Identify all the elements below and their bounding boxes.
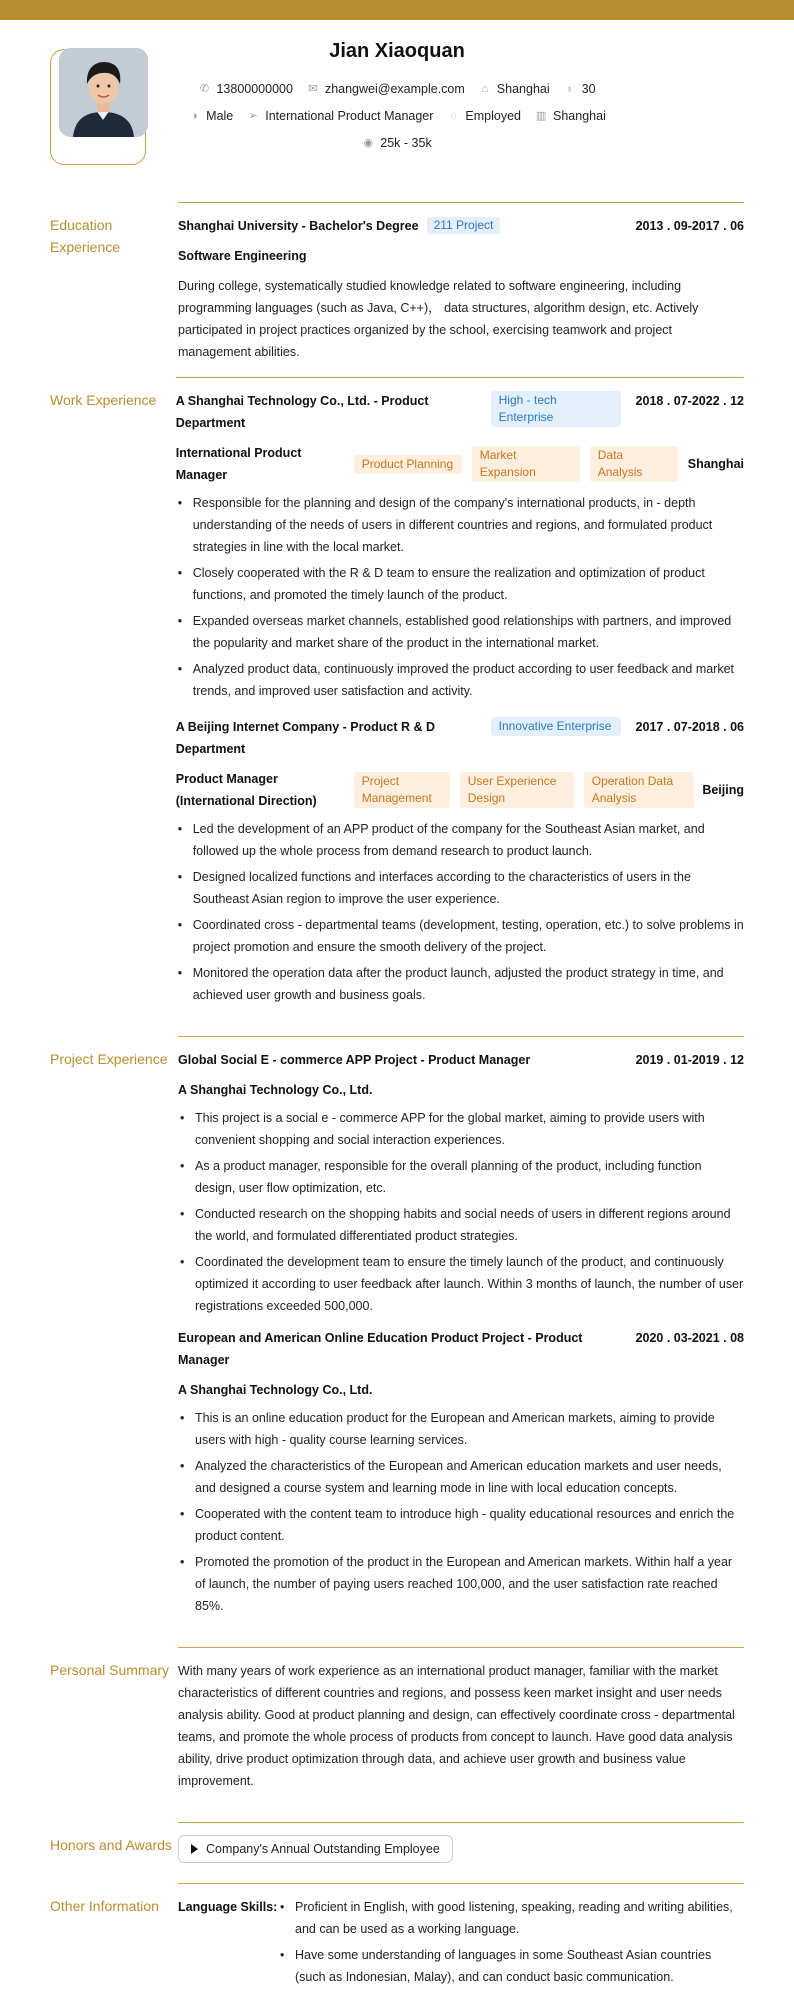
location-icon: ⌂ bbox=[481, 83, 489, 95]
salary-info bbox=[362, 136, 431, 150]
mail-icon: ✉ bbox=[308, 83, 318, 95]
location-info bbox=[479, 82, 550, 96]
language-skills bbox=[178, 1896, 744, 1992]
project-name: European and American Online Education Product Project - Product Manager bbox=[178, 1331, 583, 1367]
resume-header bbox=[0, 20, 794, 182]
project-name: Global Social E - commerce APP Project - Product Manager bbox=[178, 1053, 531, 1067]
education-date: 2013 . 09-2017 . 06 bbox=[635, 219, 744, 233]
summary-body bbox=[178, 1647, 744, 1822]
list-item: • Coordinated the development team to ensure the timely launch of the product, and continuously optimized it according to user feedback after launch. Within 3 months of launch, the number of user registrations exceeded 500,000. bbox=[178, 1251, 744, 1317]
work-body bbox=[176, 377, 744, 1026]
project-entry bbox=[178, 1049, 744, 1317]
work-bullets bbox=[176, 492, 744, 702]
job-title: International Product Manager bbox=[175, 446, 302, 482]
phone-icon: ✆ bbox=[199, 83, 210, 95]
language-bullets bbox=[278, 1896, 744, 1992]
project-head bbox=[178, 1049, 744, 1071]
summary-section bbox=[0, 1647, 794, 1822]
list-item: • Monitored the operation data after the product launch, adjusted the product strategy in time, and achieved user growth and business goals. bbox=[176, 962, 744, 1006]
section-title: Work Experience bbox=[50, 392, 157, 408]
section-title: Other Information bbox=[50, 1898, 159, 1914]
job-location: Shanghai bbox=[687, 457, 744, 471]
project-entry bbox=[178, 1327, 744, 1617]
award-label: Company's Annual Outstanding Employee bbox=[206, 1842, 440, 1856]
section-title: Personal Summary bbox=[50, 1662, 170, 1678]
list-item: • Promoted the promotion of the product in the European and American markets. Within half a year of launch, the number of paying users reached 100,000, and the user satisfaction rate reached 85%. bbox=[178, 1551, 744, 1617]
gender-value: Male bbox=[206, 109, 234, 123]
skill-tag: User Experience Design bbox=[460, 772, 574, 808]
work-date: 2018 . 07-2022 . 12 bbox=[635, 394, 744, 408]
list-item: • This is an online education product for the European and American markets, aiming to provide users with high - quality course learning services. bbox=[178, 1407, 744, 1451]
skill-tag: Operation Data Analysis bbox=[584, 772, 694, 808]
coin-icon: ◉ bbox=[363, 137, 374, 149]
summary-text: With many years of work experience as an international product manager, familiar with the market characteristics of different countries and regions, and possess keen market insight and user needs analysis ability. Good at product planning and design, can effectively coordinate cross - departmental teams, and promote the whole process of products from concept to launch. Have good data analysis ability, drive product optimization through data, and achieve user growth and business value improvement. bbox=[178, 1664, 735, 1788]
language-label: Language Skills: bbox=[178, 1900, 278, 1914]
work-head bbox=[176, 716, 744, 760]
work-entry bbox=[176, 390, 744, 702]
list-item: • Proficient in English, with good listening, speaking, reading and writing abilities, and can be used as a working language. bbox=[278, 1896, 744, 1940]
status-value: Employed bbox=[465, 109, 522, 123]
building-icon: ▥ bbox=[535, 110, 547, 122]
list-item: • This project is a social e - commerce APP for the global market, aiming to provide users with convenient shopping and social interaction experiences. bbox=[178, 1107, 744, 1151]
school-name: Shanghai University - Bachelor's Degree bbox=[178, 219, 419, 233]
company-name: A Beijing Internet Company - Product R & D Department bbox=[175, 720, 436, 756]
company-tag: High - tech Enterprise bbox=[491, 391, 621, 427]
salary-value: 25k - 35k bbox=[380, 136, 432, 150]
list-item: • Analyzed the characteristics of the European and American education markets and user needs, and designed a course system and learning mode in line with local education concepts. bbox=[178, 1455, 744, 1499]
work-head bbox=[176, 390, 744, 434]
email-info bbox=[307, 82, 465, 96]
school-title bbox=[178, 215, 500, 237]
skill-tag: Market Expansion bbox=[472, 446, 580, 482]
project-date: 2020 . 03-2021 . 08 bbox=[635, 1331, 744, 1345]
target-city-value: Shanghai bbox=[553, 109, 606, 123]
education-body bbox=[178, 202, 744, 377]
project-date: 2019 . 01-2019 . 12 bbox=[635, 1053, 744, 1067]
profile-row bbox=[0, 109, 794, 123]
triangle-right-icon bbox=[191, 1844, 198, 1854]
list-item: • Cooperated with the content team to introduce high - quality educational resources and enrich the product content. bbox=[178, 1503, 744, 1547]
project-bullets bbox=[178, 1407, 744, 1617]
project-head bbox=[178, 1327, 744, 1371]
project-company: A Shanghai Technology Co., Ltd. bbox=[178, 1383, 373, 1397]
skill-tag: Product Planning bbox=[354, 455, 462, 474]
list-item: • Designed localized functions and interfaces according to the characteristics of users in the Southeast Asian region to improve the user experience. bbox=[176, 866, 744, 910]
section-title: Education Experience bbox=[50, 217, 121, 255]
education-section bbox=[0, 202, 794, 377]
project-body bbox=[178, 1036, 744, 1637]
phone-info bbox=[198, 82, 292, 96]
list-item: • Analyzed product data, continuously improved the product according to user feedback and market trends, and improved user satisfaction and activity. bbox=[176, 658, 744, 702]
list-item: • As a product manager, responsible for the overall planning of the product, including function design, user flow optimization, etc. bbox=[178, 1155, 744, 1199]
gender-icon: ◑ bbox=[190, 110, 198, 122]
location-value: Shanghai bbox=[496, 82, 550, 96]
send-icon: ➢ bbox=[248, 110, 258, 122]
list-item: • Coordinated cross - departmental teams (development, testing, operation, etc.) to solve problems in project promotion and ensure the smooth delivery of the project. bbox=[176, 914, 744, 958]
top-accent-bar bbox=[0, 0, 794, 20]
company-name: A Shanghai Technology Co., Ltd. - Product Department bbox=[175, 394, 429, 430]
status-icon: ◌ bbox=[450, 110, 457, 122]
other-body bbox=[178, 1883, 744, 2002]
phone-value: 13800000000 bbox=[216, 82, 293, 96]
job-row bbox=[176, 442, 744, 486]
skill-tag: Project Management bbox=[354, 772, 450, 808]
list-item: • Responsible for the planning and design of the company's international products, in - depth understanding of the needs of users in different countries and regions, and formulated product strategies in line with the local market. bbox=[176, 492, 744, 558]
other-section bbox=[0, 1883, 794, 2002]
honors-body bbox=[178, 1822, 744, 1883]
job-location: Beijing bbox=[702, 783, 744, 797]
honors-section bbox=[0, 1822, 794, 1883]
job-row bbox=[176, 768, 744, 812]
target-city-info bbox=[535, 109, 606, 123]
skill-tag: Data Analysis bbox=[590, 446, 678, 482]
list-item: • Conducted research on the shopping habits and social needs of users in different regions around the world, and formulated differentiated product strategies. bbox=[178, 1203, 744, 1247]
project-bullets bbox=[178, 1107, 744, 1317]
section-title: Project Experience bbox=[50, 1051, 168, 1067]
list-item: • Expanded overseas market channels, established good relationships with partners, and improved the popularity and market share of the product in the international market. bbox=[176, 610, 744, 654]
work-entry bbox=[176, 716, 744, 1006]
work-bullets bbox=[176, 818, 744, 1006]
salary-row bbox=[0, 136, 794, 150]
job-title: Product Manager (International Direction) bbox=[175, 772, 317, 808]
award-item[interactable] bbox=[178, 1835, 453, 1863]
project-section bbox=[0, 1036, 794, 1637]
major: Software Engineering bbox=[178, 249, 307, 263]
age-icon: ♁ bbox=[565, 83, 574, 95]
age-value: 30 bbox=[581, 82, 596, 96]
gender-info bbox=[188, 109, 233, 123]
candidate-name: Jian Xiaoquan bbox=[329, 40, 465, 62]
education-description: During college, systematically studied knowledge related to software engineering, including programming languages (such as Java, C++)， data structures, algorithm design, etc. Actively participated in project practices organized by the school, exercising teamwork and project management abilities. bbox=[178, 279, 699, 359]
project-company: A Shanghai Technology Co., Ltd. bbox=[178, 1083, 373, 1097]
contact-row bbox=[0, 82, 794, 96]
work-section bbox=[0, 377, 794, 1026]
section-title: Honors and Awards bbox=[50, 1837, 172, 1853]
position-value: International Product Manager bbox=[265, 109, 434, 123]
position-info bbox=[247, 109, 433, 123]
status-info bbox=[447, 109, 521, 123]
education-head bbox=[178, 215, 744, 237]
list-item: • Led the development of an APP product of the company for the Southeast Asian market, and followed up the whole process from demand research to product launch. bbox=[176, 818, 744, 862]
school-tag: 211 Project bbox=[427, 217, 501, 234]
age-info bbox=[564, 82, 596, 96]
email-value: zhangwei@example.com bbox=[324, 82, 465, 96]
work-date: 2017 . 07-2018 . 06 bbox=[635, 720, 744, 734]
list-item: • Have some understanding of languages in some Southeast Asian countries (such as Indonesian, Malay), and can conduct basic communication. bbox=[278, 1944, 744, 1988]
company-tag: Innovative Enterprise bbox=[491, 717, 621, 736]
list-item: • Closely cooperated with the R & D team to ensure the realization and optimization of product functions, and promoted the timely launch of the product. bbox=[176, 562, 744, 606]
